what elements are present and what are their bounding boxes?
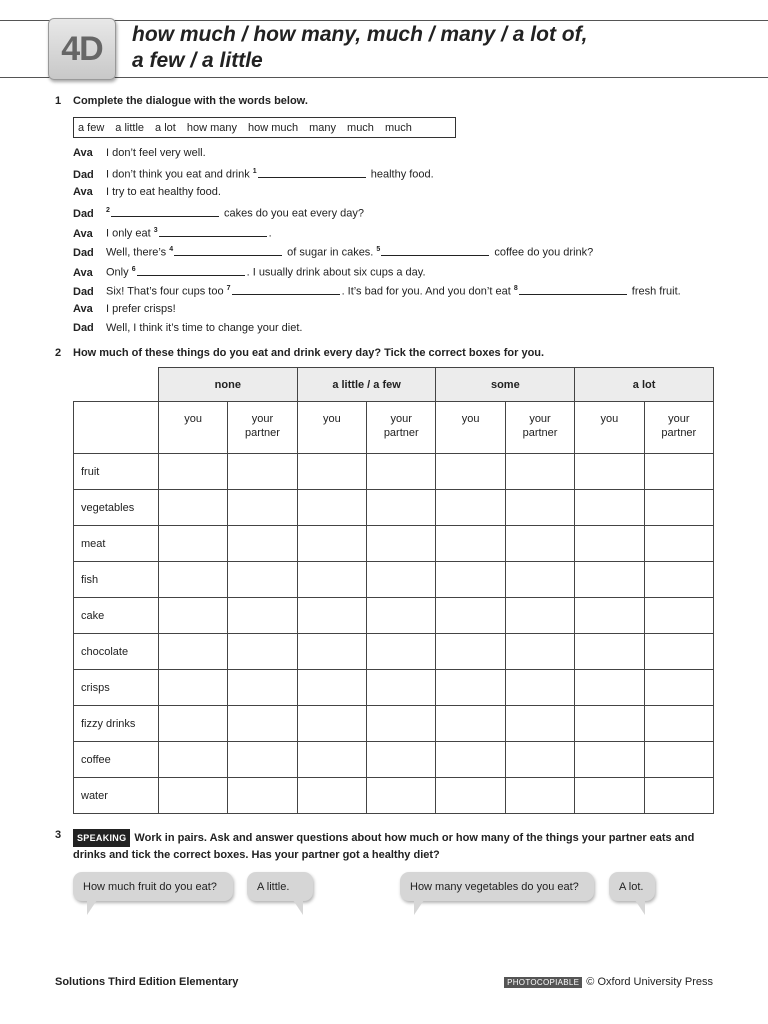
sub-header-text: your [668, 413, 690, 425]
tick-box[interactable] [575, 670, 644, 706]
tick-box[interactable] [505, 706, 574, 742]
unit-badge: 4D [48, 18, 116, 80]
tick-box[interactable] [228, 490, 297, 526]
tick-box[interactable] [367, 634, 436, 670]
bubble-tail [635, 900, 645, 915]
tick-box[interactable] [297, 670, 366, 706]
gap-number: 5 [376, 246, 381, 253]
line-text: cakes do you eat every day? [220, 207, 364, 220]
tick-box[interactable] [367, 670, 436, 706]
tick-box[interactable] [228, 706, 297, 742]
bubble-text: How much fruit do you eat? [83, 880, 217, 893]
sub-header-you [158, 402, 227, 454]
exercise-2-instruction: How much of these things do you eat and drink every day? Tick the correct boxes for you. [73, 347, 545, 359]
line-text: Only [106, 266, 132, 279]
speaker: Ava [73, 147, 93, 159]
tick-box[interactable] [505, 670, 574, 706]
tick-box[interactable] [158, 670, 227, 706]
tick-box[interactable] [436, 706, 505, 742]
sub-header-text: you [184, 413, 202, 425]
word-item: how many [186, 121, 237, 134]
tick-box[interactable] [228, 634, 297, 670]
group-header: a lot [575, 368, 714, 402]
tick-box[interactable] [644, 634, 713, 670]
tick-box[interactable] [575, 526, 644, 562]
tick-box[interactable] [575, 742, 644, 778]
sub-header-partner [228, 402, 297, 454]
gap-number: 4 [169, 246, 174, 253]
tick-box[interactable] [158, 742, 227, 778]
tick-box[interactable] [644, 742, 713, 778]
line-text: . It’s bad for you. And you don’t eat [341, 285, 514, 298]
line-text: Well, there’s [106, 246, 170, 259]
exercise-2-number: 2 [55, 347, 62, 359]
food-label: fizzy drinks [74, 706, 159, 742]
dialogue-line [73, 164, 434, 180]
line-text: I don’t think you eat and drink [106, 168, 253, 181]
food-label: fruit [74, 454, 159, 490]
tick-box[interactable] [158, 526, 227, 562]
speaker: Ava [73, 227, 93, 240]
line-text: I don’t feel very well. [106, 147, 206, 159]
tick-box[interactable] [367, 778, 436, 814]
tick-box[interactable] [575, 562, 644, 598]
tick-box[interactable] [158, 598, 227, 634]
tick-box[interactable] [367, 490, 436, 526]
speech-bubble [609, 872, 655, 901]
sub-header-text: your [529, 413, 551, 425]
tick-box[interactable] [575, 634, 644, 670]
bubble-text: A lot. [619, 880, 644, 893]
group-header: none [158, 368, 297, 402]
bubble-tail [414, 900, 424, 915]
tick-box[interactable] [158, 490, 227, 526]
tick-box[interactable] [505, 598, 574, 634]
speech-bubble [247, 872, 313, 901]
gap-number: 1 [252, 168, 257, 175]
dialogue-line [73, 281, 681, 297]
tick-box[interactable] [297, 634, 366, 670]
line-text: healthy food. [367, 168, 434, 181]
food-label: meat [74, 526, 159, 562]
tick-box[interactable] [367, 742, 436, 778]
tick-box[interactable] [158, 562, 227, 598]
tick-box[interactable] [228, 526, 297, 562]
tick-box[interactable] [158, 454, 227, 490]
tick-box[interactable] [436, 670, 505, 706]
word-item: a lot [155, 121, 176, 134]
food-label: coffee [74, 742, 159, 778]
sub-header-partner [644, 402, 713, 454]
dialogue-line [73, 301, 176, 317]
tick-box[interactable] [297, 454, 366, 490]
speaker: Dad [73, 207, 94, 220]
answer-blank[interactable] [159, 226, 267, 237]
speech-bubble [400, 872, 594, 901]
dialogue-line [73, 262, 426, 278]
dialogue-line [73, 320, 302, 336]
tick-box[interactable] [505, 490, 574, 526]
bubble-tail [87, 900, 97, 915]
bubble-text: How many vegetables do you eat? [410, 880, 579, 893]
sub-header-text: your [251, 413, 274, 425]
header-bottom-rule [0, 77, 768, 78]
word-item: many [309, 121, 337, 134]
speaker: Dad [73, 322, 94, 334]
tick-box[interactable] [505, 634, 574, 670]
food-label: fish [74, 562, 159, 598]
title-line-1: how much / how many, much / many / a lot of, [132, 23, 588, 46]
tick-box[interactable] [297, 778, 366, 814]
food-label: cake [74, 598, 159, 634]
sub-header-text: partner [245, 427, 280, 439]
word-item: a little [115, 121, 145, 134]
tick-box[interactable] [575, 598, 644, 634]
group-header: some [436, 368, 575, 402]
table-sub-header-row [74, 402, 714, 454]
line-text: I try to eat healthy food. [106, 186, 221, 198]
line-text: I only eat [106, 227, 154, 240]
tick-box[interactable] [644, 778, 713, 814]
tick-box[interactable] [505, 454, 574, 490]
sub-header-you [436, 402, 505, 454]
tick-box[interactable] [436, 742, 505, 778]
answer-blank[interactable] [519, 284, 627, 295]
tick-box[interactable] [158, 778, 227, 814]
table-group-header-row [74, 368, 714, 402]
sub-header-partner [367, 402, 436, 454]
table-row [74, 562, 714, 598]
speaker: Ava [73, 303, 93, 315]
tick-box[interactable] [575, 706, 644, 742]
answer-blank[interactable] [174, 245, 282, 256]
exercise-1-number: 1 [55, 95, 62, 107]
sub-header-partner [505, 402, 574, 454]
line-text: I prefer crisps! [106, 303, 176, 315]
group-header: a little / a few [297, 368, 436, 402]
tick-box[interactable] [367, 598, 436, 634]
tick-box[interactable] [644, 706, 713, 742]
dialogue-line [73, 242, 593, 258]
row-label-empty [74, 402, 159, 454]
tick-box[interactable] [505, 562, 574, 598]
tick-box[interactable] [644, 526, 713, 562]
table-corner [74, 368, 159, 402]
tick-box[interactable] [436, 562, 505, 598]
line-text: Well, I think it’s time to change your diet. [106, 322, 303, 334]
food-label: water [74, 778, 159, 814]
tick-box[interactable] [644, 562, 713, 598]
gap-number: 7 [226, 285, 231, 292]
table-row [74, 670, 714, 706]
line-text: . I usually drink about six cups a day. [246, 266, 426, 279]
bubble-tail [293, 900, 303, 915]
table-row [74, 454, 714, 490]
word-item: much [384, 121, 412, 134]
dialogue-line [73, 145, 206, 161]
tick-box[interactable] [505, 742, 574, 778]
tick-box[interactable] [297, 562, 366, 598]
tick-box[interactable] [228, 598, 297, 634]
table-row [74, 742, 714, 778]
sub-header-text: your [390, 413, 412, 425]
tick-box[interactable] [436, 526, 505, 562]
bubble-text: A little. [257, 880, 290, 893]
speech-bubble [73, 872, 233, 901]
table-row [74, 526, 714, 562]
tick-box[interactable] [436, 598, 505, 634]
tick-box[interactable] [367, 526, 436, 562]
title-line-2: a few / a little [132, 49, 263, 72]
line-text: of sugar in cakes. [284, 246, 377, 259]
tick-box[interactable] [297, 706, 366, 742]
word-box [73, 117, 456, 138]
tick-box[interactable] [436, 454, 505, 490]
dialogue-line [73, 203, 364, 219]
tick-box[interactable] [575, 454, 644, 490]
answer-blank[interactable] [111, 206, 219, 217]
table-row [74, 490, 714, 526]
exercise-3-number: 3 [55, 829, 62, 841]
sub-header-text: partner [522, 427, 558, 439]
tick-box[interactable] [158, 706, 227, 742]
line-text: coffee do you drink? [491, 246, 594, 259]
table-row [74, 778, 714, 814]
word-item: how much [247, 121, 299, 134]
tick-box[interactable] [297, 742, 366, 778]
sub-header-text: you [322, 413, 341, 425]
tick-box[interactable] [367, 454, 436, 490]
table-row [74, 634, 714, 670]
tick-box[interactable] [297, 526, 366, 562]
word-item: much [347, 121, 374, 134]
answer-blank[interactable] [137, 265, 245, 276]
table-row [74, 706, 714, 742]
tick-box[interactable] [436, 634, 505, 670]
tick-box[interactable] [367, 706, 436, 742]
exercise-3-instruction [73, 829, 718, 863]
tick-box[interactable] [158, 634, 227, 670]
tick-box[interactable] [228, 670, 297, 706]
tick-box[interactable] [505, 526, 574, 562]
speaker: Ava [73, 266, 93, 279]
tick-box[interactable] [644, 490, 713, 526]
word-item: a few [78, 121, 105, 134]
tick-box[interactable] [297, 598, 366, 634]
publisher-text: © Oxford University Press [586, 976, 713, 988]
food-frequency-table [73, 367, 714, 814]
tick-box[interactable] [575, 778, 644, 814]
sub-header-text: partner [661, 427, 697, 439]
tick-box[interactable] [436, 778, 505, 814]
table-row [74, 598, 714, 634]
photocopiable-badge: PHOTOCOPIABLE [504, 977, 582, 988]
footer-publisher [504, 976, 713, 988]
gap-number: 6 [131, 266, 136, 273]
sub-header-text: you [461, 413, 480, 425]
line-text: Six! That’s four cups too [106, 285, 227, 298]
page-title [132, 22, 587, 74]
food-label: vegetables [74, 490, 159, 526]
tick-box[interactable] [436, 490, 505, 526]
food-label: crisps [74, 670, 159, 706]
tick-box[interactable] [228, 454, 297, 490]
exercise-1-instruction: Complete the dialogue with the words below. [73, 95, 308, 107]
tick-box[interactable] [228, 778, 297, 814]
line-text: . [268, 227, 272, 240]
gap-number: 2 [106, 207, 110, 214]
exercise-3-text: Work in pairs. Ask and answer questions about how much or how many of the things your partner eats and drinks and tick the correct boxes. Has your partner got a healthy diet? [73, 832, 695, 861]
tick-box[interactable] [505, 778, 574, 814]
tick-box[interactable] [575, 490, 644, 526]
speaker: Ava [73, 186, 93, 198]
speaker: Dad [73, 168, 94, 181]
line-text: fresh fruit. [628, 285, 681, 298]
answer-blank[interactable] [232, 284, 340, 295]
speaking-tag: SPEAKING [73, 829, 130, 847]
tick-box[interactable] [644, 670, 713, 706]
answer-blank[interactable] [258, 167, 366, 178]
tick-box[interactable] [644, 598, 713, 634]
sub-header-text: partner [383, 427, 419, 439]
footer-book-title: Solutions Third Edition Elementary [55, 976, 239, 988]
food-label: chocolate [74, 634, 159, 670]
tick-box[interactable] [228, 562, 297, 598]
dialogue-line [73, 223, 272, 239]
gap-number: 3 [153, 227, 158, 234]
sub-header-text: you [600, 413, 619, 425]
tick-box[interactable] [367, 562, 436, 598]
sub-header-you [575, 402, 644, 454]
gap-number: 8 [513, 285, 518, 292]
sub-header-you [297, 402, 366, 454]
speaker: Dad [73, 285, 94, 298]
tick-box[interactable] [228, 742, 297, 778]
answer-blank[interactable] [381, 245, 489, 256]
dialogue-line [73, 184, 221, 200]
tick-box[interactable] [297, 490, 366, 526]
speaker: Dad [73, 246, 94, 259]
tick-box[interactable] [644, 454, 713, 490]
